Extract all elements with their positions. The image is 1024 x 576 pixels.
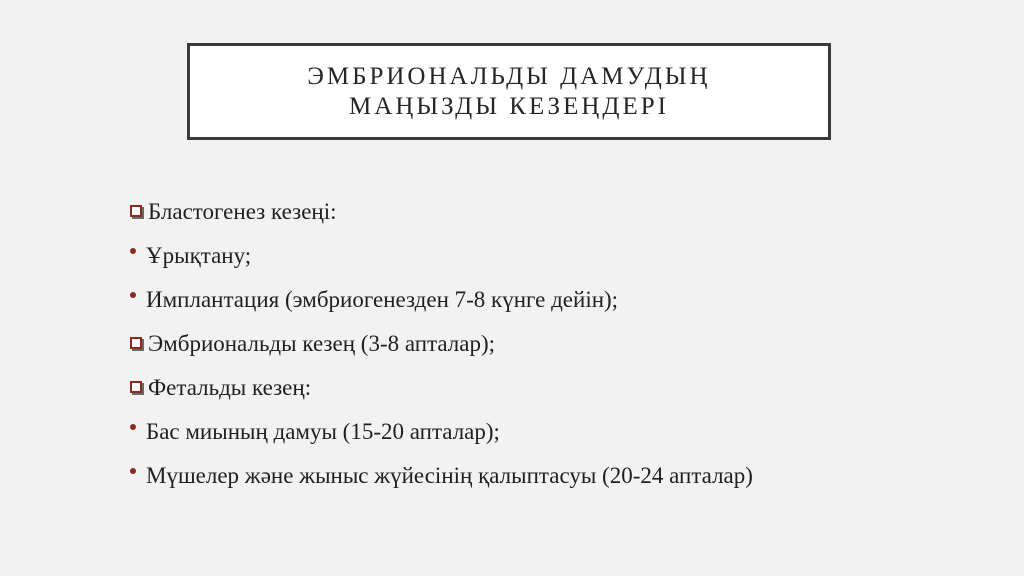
list-item-text: Бас миының дамуы (15-20 апталар); — [146, 419, 500, 444]
list-item-text: Мүшелер және жыныс жүйесінің қалыптасуы (20-24 апталар) — [146, 463, 753, 488]
dot-bullet-icon — [130, 424, 136, 430]
list-item-embryonic-period — [128, 330, 788, 358]
list-item-organ-formation — [128, 462, 786, 490]
dot-bullet-icon — [130, 468, 136, 474]
list-item-text: Бластогенез кезеңі: — [148, 199, 337, 224]
checkbox-square-bullet-icon — [130, 381, 142, 393]
list-item-fertilization — [128, 242, 788, 270]
bullet-list — [128, 198, 788, 490]
list-item-blastogenesis — [128, 198, 788, 226]
slide-title-line-1: ЭМБРИОНАЛЬДЫ ДАМУДЫҢ — [307, 62, 711, 90]
slide-title-line-2: МАҢЫЗДЫ КЕЗЕҢДЕРІ — [349, 92, 669, 120]
list-item-text: Ұрықтану; — [146, 243, 252, 268]
list-item-text: Фетальды кезең: — [148, 375, 312, 400]
list-item-brain-development — [128, 418, 788, 446]
list-item-implantation — [128, 286, 788, 314]
checkbox-square-bullet-icon — [130, 337, 142, 349]
list-item-text: Эмбриональды кезең (3-8 апталар); — [148, 331, 496, 356]
dot-bullet-icon — [130, 248, 136, 254]
list-item-text: Имплантация (эмбриогенезден 7-8 күнге дейін); — [146, 287, 619, 312]
checkbox-square-bullet-icon — [130, 205, 142, 217]
slide-title-box — [187, 43, 831, 140]
list-item-fetal-period — [128, 374, 788, 402]
dot-bullet-icon — [130, 292, 136, 298]
